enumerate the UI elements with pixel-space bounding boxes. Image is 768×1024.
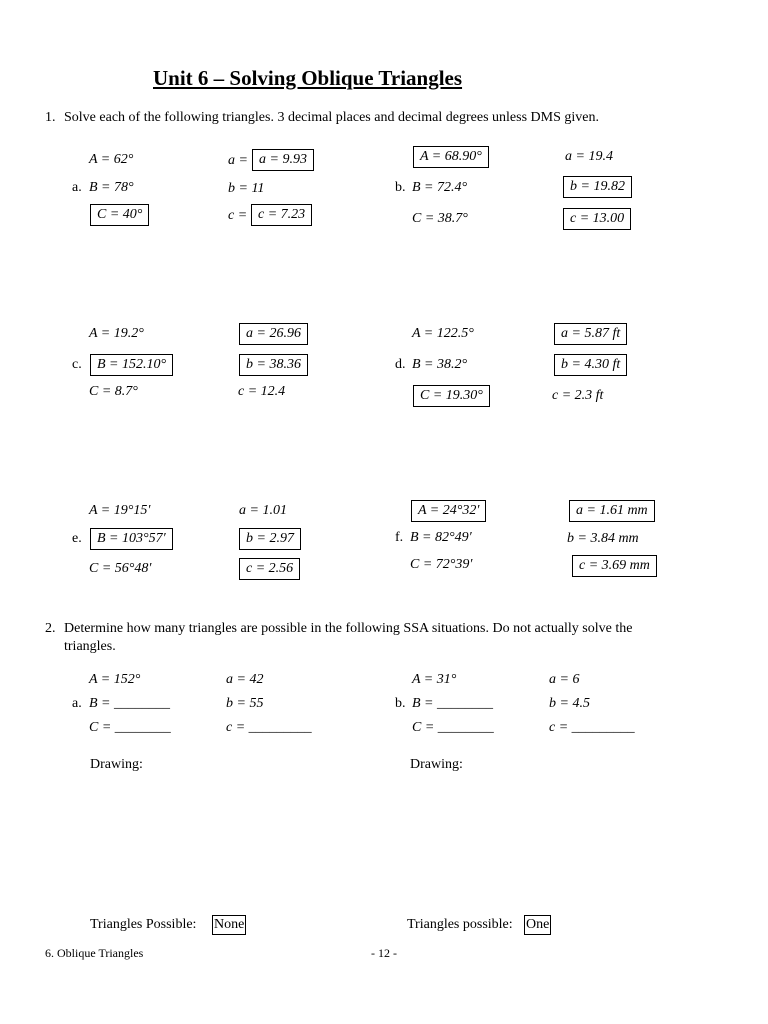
q2b-label: b.: [395, 696, 406, 711]
q1d-angle-B: B = 38.2°: [412, 357, 468, 372]
q1c-side-c: c = 12.4: [238, 384, 286, 399]
q2a-label: a.: [72, 696, 82, 711]
q1f-angle-A-answer: A = 24°32′: [411, 500, 486, 522]
q1a-angle-C-answer: C = 40°: [90, 204, 149, 226]
q2b-possible-label: Triangles possible:: [407, 917, 513, 932]
q1c-angle-A: A = 19.2°: [89, 326, 144, 341]
q1b-angle-A-answer: A = 68.90°: [413, 146, 489, 168]
q1a-side-b: b = 11: [228, 181, 265, 196]
q1d-side-b-answer: b = 4.30 ft: [554, 354, 627, 376]
q2a-possible-label: Triangles Possible:: [90, 917, 197, 932]
q1d-label: d.: [395, 357, 406, 372]
q2a-angle-C-blank: C = ________: [89, 720, 171, 735]
q1a-side-a-answer: a = 9.93: [252, 149, 314, 171]
q1e-side-a: a = 1.01: [239, 503, 287, 518]
q1-instructions: Solve each of the following triangles. 3 decimal places and decimal degrees unless DMS given.: [64, 110, 599, 125]
q2a-drawing-label: Drawing:: [90, 757, 143, 772]
q2-number: 2.: [45, 621, 56, 636]
q1d-side-a-answer: a = 5.87 ft: [554, 323, 627, 345]
q2b-drawing-label: Drawing:: [410, 757, 463, 772]
q1e-side-b-answer: b = 2.97: [239, 528, 301, 550]
q1f-label: f.: [395, 530, 404, 545]
q2-instructions-line1: Determine how many triangles are possible in the following SSA situations. Do not actually solve the: [64, 621, 633, 636]
q1d-angle-C-answer: C = 19.30°: [413, 385, 490, 407]
q2b-angle-A: A = 31°: [412, 672, 457, 687]
q1b-side-c-answer: c = 13.00: [563, 208, 631, 230]
q1e-angle-A: A = 19°15′: [89, 503, 151, 518]
q1a-side-a-prefix: a =: [228, 153, 248, 168]
q1a-side-c-answer: c = 7.23: [251, 204, 312, 226]
q2b-side-b: b = 4.5: [549, 696, 590, 711]
q2a-side-a: a = 42: [226, 672, 264, 687]
q1c-angle-B-answer: B = 152.10°: [90, 354, 173, 376]
q1f-angle-B: B = 82°49′: [410, 530, 472, 545]
q1a-angle-A: A = 62°: [89, 152, 134, 167]
q1f-side-a-answer: a = 1.61 mm: [569, 500, 655, 522]
q1-number: 1.: [45, 110, 56, 125]
q1b-angle-C: C = 38.7°: [412, 211, 468, 226]
footer-page-number: - 12 -: [371, 946, 397, 960]
q1a-label: a.: [72, 180, 82, 195]
q1a-angle-B: B = 78°: [89, 180, 134, 195]
q2-instructions-line2: triangles.: [64, 639, 116, 654]
q2a-side-c-blank: c = _________: [226, 720, 312, 735]
q1f-side-b: b = 3.84 mm: [567, 531, 639, 546]
q1c-side-a-answer: a = 26.96: [239, 323, 308, 345]
page-title: Unit 6 – Solving Oblique Triangles: [153, 66, 463, 90]
q2a-angle-B-blank: B = ________: [89, 696, 170, 711]
footer-chapter: 6. Oblique Triangles: [45, 946, 144, 960]
q1d-side-c: c = 2.3 ft: [552, 388, 604, 403]
q1e-side-c-answer: c = 2.56: [239, 558, 300, 580]
q2b-possible-answer: One: [524, 915, 551, 935]
q2b-angle-C-blank: C = ________: [412, 720, 494, 735]
q2a-angle-A: A = 152°: [89, 672, 141, 687]
q1a-side-c-prefix: c =: [228, 208, 248, 223]
q1f-side-c-answer: c = 3.69 mm: [572, 555, 657, 577]
q1e-label: e.: [72, 531, 82, 546]
q1c-label: c.: [72, 357, 82, 372]
q1b-angle-B: B = 72.4°: [412, 180, 468, 195]
q1e-angle-B-answer: B = 103°57′: [90, 528, 173, 550]
q1c-side-b-answer: b = 38.36: [239, 354, 308, 376]
q2b-side-c-blank: c = _________: [549, 720, 635, 735]
q1b-label: b.: [395, 180, 406, 195]
q1b-side-b-answer: b = 19.82: [563, 176, 632, 198]
q1c-angle-C: C = 8.7°: [89, 384, 138, 399]
q1d-angle-A: A = 122.5°: [412, 326, 474, 341]
q2a-side-b: b = 55: [226, 696, 264, 711]
q2a-possible-answer: None: [212, 915, 246, 935]
q1f-angle-C: C = 72°39′: [410, 557, 473, 572]
q2b-side-a: a = 6: [549, 672, 580, 687]
q1b-side-a: a = 19.4: [565, 149, 613, 164]
q1e-angle-C: C = 56°48′: [89, 561, 152, 576]
q2b-angle-B-blank: B = ________: [412, 696, 493, 711]
